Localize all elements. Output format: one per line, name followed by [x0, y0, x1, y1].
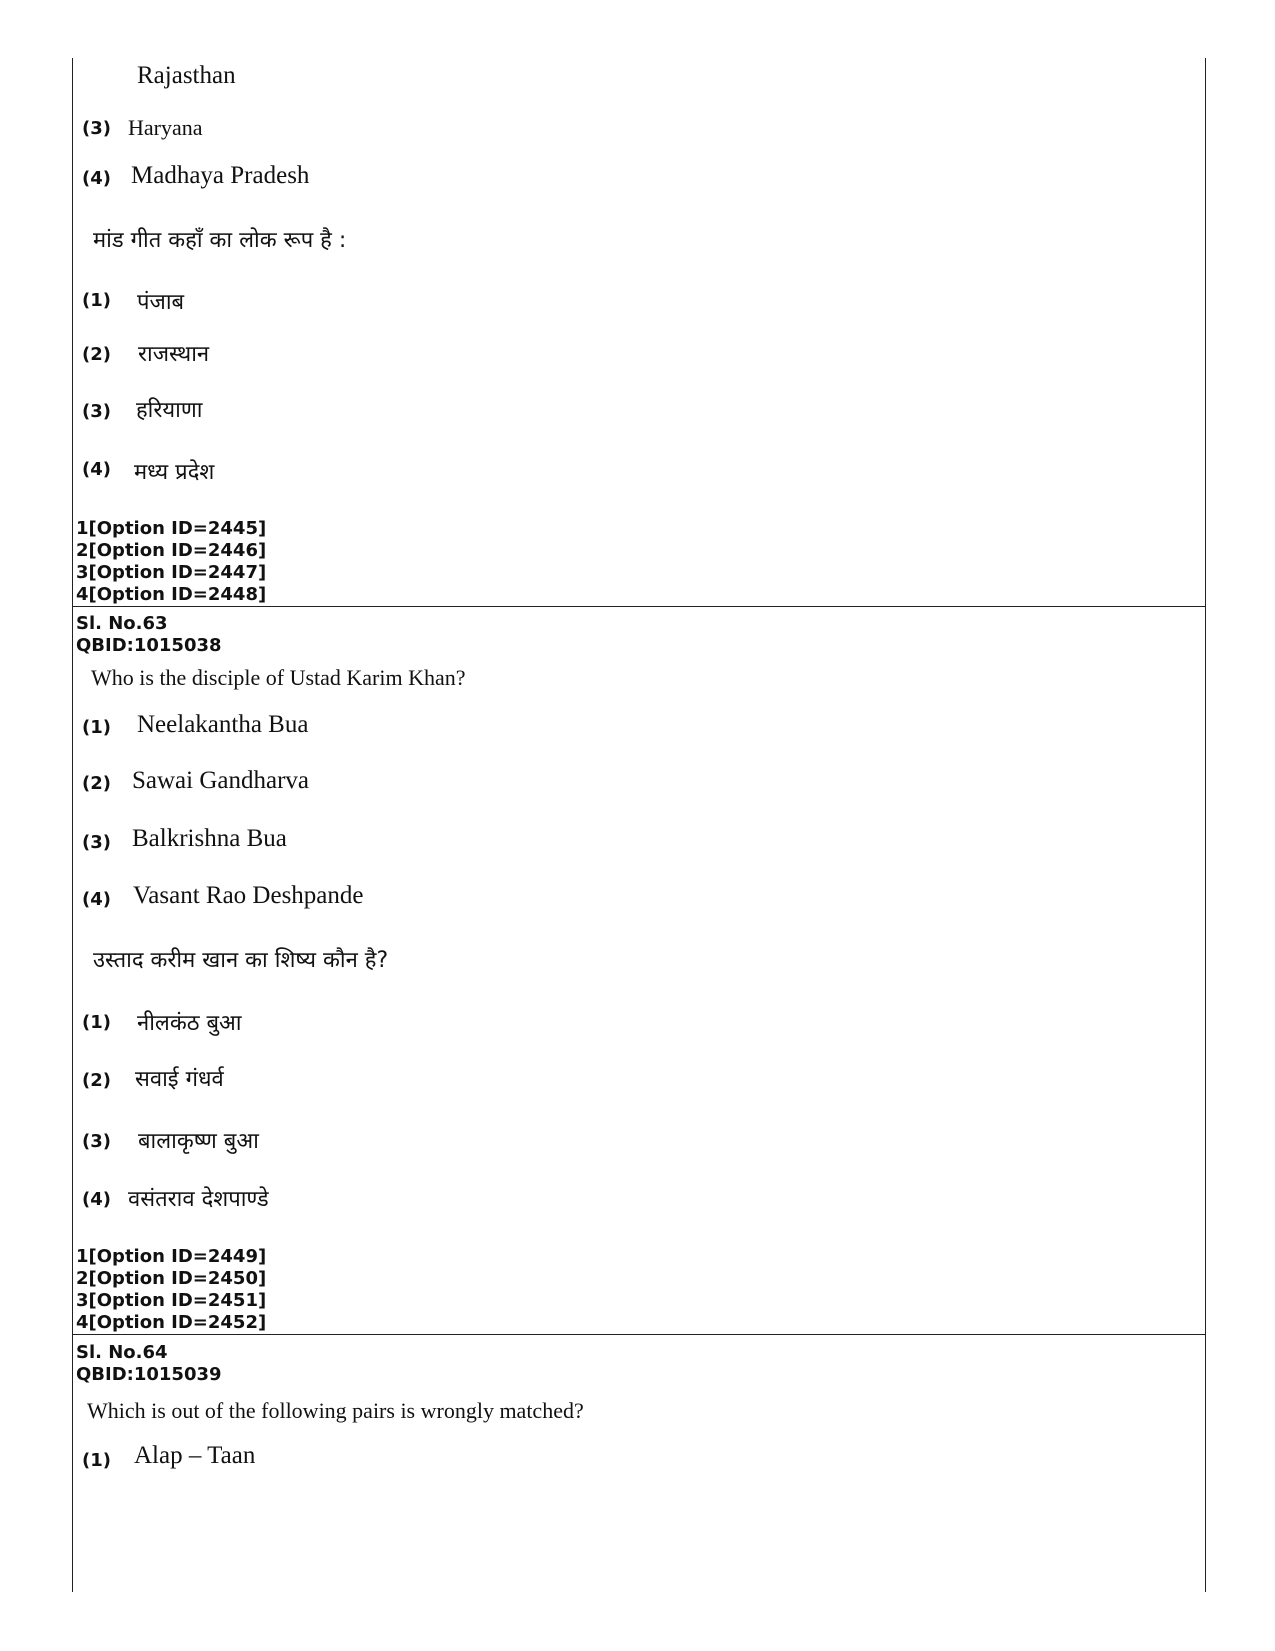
q62-option-3-hi-text: हरियाणा [136, 398, 203, 423]
q64-header [76, 1342, 222, 1386]
option-id-line: 3[Option ID=2451] [76, 1290, 267, 1311]
q63-qbid: QBID:1015038 [76, 635, 222, 656]
q63-option-4-hi-number: (4) [82, 1189, 111, 1210]
q63-option-2-hi-text: सवाई गंधर्व [135, 1067, 224, 1092]
q62-option-4-en-text: Madhaya Pradesh [131, 162, 310, 189]
q63-option-3-en-text: Balkrishna Bua [132, 825, 287, 852]
q63-sl-no: Sl. No.63 [76, 613, 168, 634]
q64-question-english: Which is out of the following pairs is wrongly matched? [87, 1398, 584, 1423]
q62-option-2-hi-text: राजस्थान [138, 342, 210, 367]
q62-option-4-hi-text: मध्य प्रदेश [134, 460, 215, 485]
q63-option-2-en-text: Sawai Gandharva [132, 767, 310, 794]
option-id-line: 1[Option ID=2449] [76, 1246, 267, 1267]
q62-option-2-en-text: Rajasthan [137, 62, 236, 89]
q64-option-1-en-number: (1) [82, 1450, 111, 1471]
q63-header [76, 613, 222, 657]
q62-option-4-en-number: (4) [82, 168, 111, 189]
q63-option-1-hi-text: नीलकंठ बुआ [137, 1011, 242, 1036]
option-id-line: 2[Option ID=2446] [76, 540, 267, 561]
q63-option-3-hi-number: (3) [82, 1131, 111, 1152]
q63-option-1-hi-number: (1) [82, 1012, 111, 1033]
q63-option-3-en-number: (3) [82, 832, 111, 853]
q62-option-3-en-text: Haryana [128, 115, 203, 140]
q64-qbid: QBID:1015039 [76, 1364, 222, 1385]
q63-option-1-en-text: Neelakantha Bua [137, 711, 309, 738]
q63-question-hindi: उस्ताद करीम खान का शिष्य कौन है? [93, 948, 389, 973]
q63-option-4-en-number: (4) [82, 889, 111, 910]
option-id-line: 1[Option ID=2445] [76, 518, 267, 539]
q64-option-1-en-text: Alap – Taan [134, 1442, 256, 1469]
option-id-line: 4[Option ID=2452] [76, 1312, 267, 1333]
question-separator [72, 1334, 1206, 1335]
q62-option-ids [76, 518, 266, 606]
q62-option-1-hi-number: (1) [82, 290, 111, 311]
q63-option-4-hi-text: वसंतराव देशपाण्डे [128, 1187, 269, 1212]
q62-option-2-hi-number: (2) [82, 344, 111, 365]
q63-option-2-en-number: (2) [82, 773, 111, 794]
option-id-line: 4[Option ID=2448] [76, 584, 267, 605]
q62-option-3-hi-number: (3) [82, 401, 111, 422]
q63-option-1-en-number: (1) [82, 717, 111, 738]
q62-option-1-hi-text: पंजाब [137, 290, 185, 315]
question-separator [72, 606, 1206, 607]
q63-option-2-hi-number: (2) [82, 1070, 111, 1091]
option-id-line: 2[Option ID=2450] [76, 1268, 267, 1289]
q62-option-3-en-number: (3) [82, 118, 111, 139]
q63-option-ids [76, 1246, 266, 1334]
q62-option-4-hi-number: (4) [82, 459, 111, 480]
q64-sl-no: Sl. No.64 [76, 1342, 168, 1363]
q63-option-3-hi-text: बालाकृष्ण बुआ [138, 1129, 259, 1154]
q62-question-hindi: मांड गीत कहाँ का लोक रूप है : [93, 228, 347, 253]
q63-question-english: Who is the disciple of Ustad Karim Khan? [91, 665, 466, 690]
option-id-line: 3[Option ID=2447] [76, 562, 267, 583]
q63-option-4-en-text: Vasant Rao Deshpande [133, 882, 364, 909]
